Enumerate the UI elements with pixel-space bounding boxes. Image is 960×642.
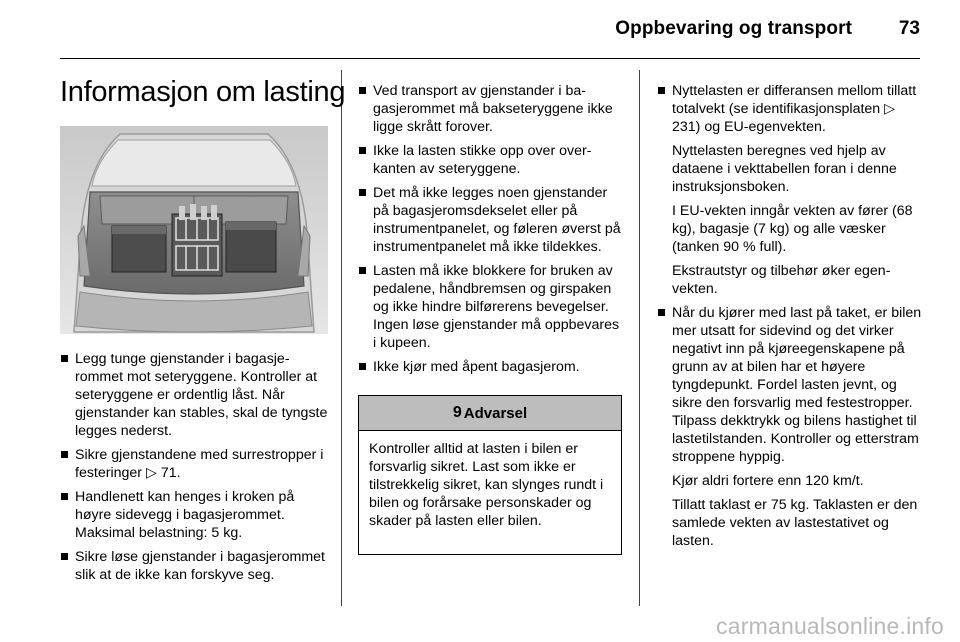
list-item: Handlenett kan henges i kroken på høyre sidevegg i bagasjerommet. Maksimal belastning: 5 kg. — [60, 488, 332, 542]
column-3 — [657, 82, 923, 556]
paragraph: I EU-vekten inngår vekten av fører (68 kg), bagasje (7 kg) og alle væsker (tanken 90 % full). — [672, 203, 913, 255]
page-number: 73 — [898, 18, 920, 39]
list-item: Sikre gjenstandene med surrestropper i festeringer ▷ 71. — [60, 446, 332, 482]
luggage-in-trunk-illustration — [60, 126, 328, 334]
warning-triangle-icon: 9 — [452, 404, 462, 421]
list-item: Lasten må ikke blokkere for bruken av pedalene, håndbremsen og girspaken og ikke hindre bilførerens bevegelser. Ingen løse gjenstander må oppbevares i kupeen. — [358, 262, 624, 352]
list-item — [657, 82, 923, 298]
list-item: Det må ikke legges noen gjenstander på bagasjeromsdekselet eller på instrumentpanelet, og føleren øverst på instrumentpanelet må ikke tildekkes. — [358, 184, 624, 256]
header-rule — [60, 58, 920, 59]
paragraph: Kjør aldri fortere enn 120 km/t. — [672, 473, 864, 489]
header-title: Oppbevaring og transport — [615, 18, 852, 39]
watermark: carmanualsonline.info — [716, 613, 944, 639]
warning-header — [359, 396, 621, 431]
paragraph: Tillatt taklast er 75 kg. Taklasten er den samlede vekten av lastestativet og lasten. — [672, 497, 918, 549]
list-item: Ikke la lasten stikke opp over overkanten av seteryggene. — [358, 142, 624, 178]
list-item: Sikre løse gjenstander i bagasjerommet slik at de ikke kan forskyve seg. — [60, 548, 332, 584]
column-1 — [60, 350, 332, 590]
column-divider-2 — [639, 70, 640, 606]
list-item — [657, 304, 923, 550]
paragraph: Nyttelasten beregnes ved hjelp av dataene i vekttabellen foran i denne instruksjonsboken. — [672, 143, 897, 195]
list-item-text: Når du kjører med last på taket, er bilen mer utsatt for sidevind og det virker negativt inn på kjøreegenskapene på grunn av at bilen har et høyere tyngdepunkt. Fordel lasten jevnt, og sikre den forsvarlig med festestropper. Tilpass dekktrykk og bilens hastighet til lastetilstanden. Kontroller og etterstram stroppene hyppig. — [672, 305, 922, 465]
list-item-text: Nyttelasten er differansen mellom tillatt totalvekt (se identifikasjonsplaten ▷ 231) og EU-egenvekten. — [672, 83, 917, 135]
warning-box — [358, 395, 622, 555]
column-divider-1 — [341, 70, 342, 606]
list-item: Ikke kjør med åpent bagasjerom. — [358, 358, 624, 376]
list-item: Legg tunge gjenstander i bagasjerommet mot seteryggene. Kontroller at seteryggene er ordentlig låst. Når gjenstander kan stables, skal de tyngste legges nederst. — [60, 350, 332, 440]
paragraph: Ekstrautstyr og tilbehør øker egenvekten. — [672, 263, 891, 297]
bullet-list — [657, 82, 923, 550]
warning-title: Advarsel — [463, 404, 528, 422]
bullet-list — [60, 350, 332, 584]
column-2 — [358, 82, 624, 382]
section-title: Informasjon om lasting — [60, 76, 346, 108]
warning-body: Kontroller alltid at lasten i bilen er forsvarlig sikret. Last som ikke er tilstrekkelig sikret, kan slynges rundt i bilen og forårsake personskader og skader på lasten eller bilen. — [369, 441, 604, 529]
list-item: Ved transport av gjenstander i bagasjerommet må bakseteryggene ikke ligge skrått forover. — [358, 82, 624, 136]
bullet-list — [358, 82, 624, 376]
